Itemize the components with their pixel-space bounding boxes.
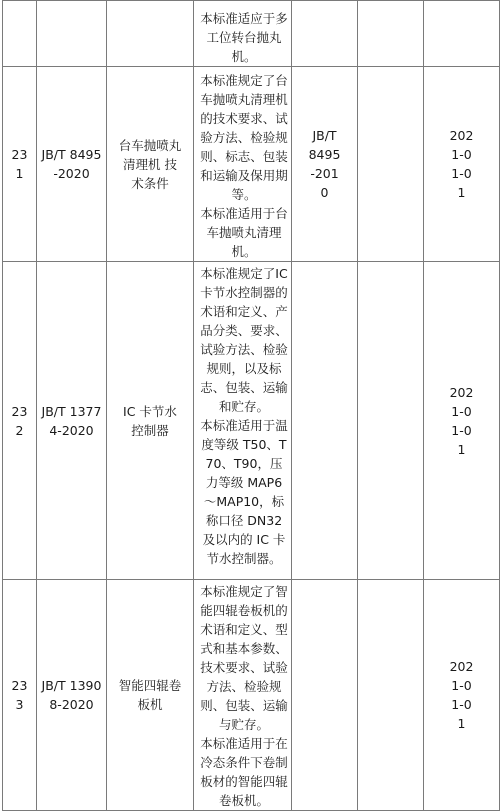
table-row	[3, 67, 500, 262]
seq-cell	[3, 1, 37, 67]
desc-cell	[194, 580, 292, 811]
name-cell	[107, 1, 194, 67]
replaced-cell	[292, 580, 358, 811]
code-cell: JB/T 8495-2020	[37, 67, 107, 262]
name-cell: 台车抛喷丸清理机 技术条件	[107, 67, 194, 262]
desc-cell	[194, 1, 292, 67]
empty-cell	[358, 67, 424, 262]
desc-paragraph: 本标准适用于温度等级 T50、T70、T90，压力等级 MAP6～MAP10，标称口径 DN32 及以内的 IC 卡节水控制器。	[200, 418, 288, 566]
date-cell: 2021-01-01	[424, 67, 500, 262]
desc-paragraph: 本标准规定了台车抛喷丸清理机的技术要求、试验方法、检验规则、标志、包装和运输及保用期等。	[200, 73, 288, 202]
desc-paragraph: 本标准适用于在冷态条件下卷制板材的智能四辊卷板机。	[200, 736, 288, 808]
seq-cell: 232	[3, 262, 37, 580]
date-cell: 2021-01-01	[424, 262, 500, 580]
code-cell: JB/T 13908-2020	[37, 580, 107, 811]
table-row	[3, 262, 500, 580]
desc-paragraph: 本标准规定了智能四辊卷板机的术语和定义、型式和基本参数、技术要求、试验方法、检验规则、包装、运输与贮存。	[200, 584, 288, 732]
replaced-cell	[292, 262, 358, 580]
desc-paragraph: 本标准适用于台车抛喷丸清理机。	[200, 206, 288, 259]
empty-cell	[358, 580, 424, 811]
desc-cell	[194, 262, 292, 580]
code-cell: JB/T 13774-2020	[37, 262, 107, 580]
code-cell	[37, 1, 107, 67]
desc-paragraph: 本标准适应于多工位转台抛丸机。	[200, 11, 288, 64]
desc-cell	[194, 67, 292, 262]
date-cell: 2021-01-01	[424, 580, 500, 811]
replaced-cell	[292, 1, 358, 67]
standards-table	[2, 0, 500, 811]
table-row	[3, 1, 500, 67]
seq-cell: 233	[3, 580, 37, 811]
empty-cell	[358, 1, 424, 67]
table-row	[3, 580, 500, 811]
replaced-cell: JB/T 8495-2010	[292, 67, 358, 262]
date-cell	[424, 1, 500, 67]
desc-paragraph: 本标准规定了IC 卡节水控制器的术语和定义、产品分类、要求、试验方法、检验规则，以及标志、包装、运输和贮存。	[200, 266, 288, 414]
seq-cell: 231	[3, 67, 37, 262]
empty-cell	[358, 262, 424, 580]
name-cell: IC 卡节水控制器	[107, 262, 194, 580]
name-cell: 智能四辊卷板机	[107, 580, 194, 811]
